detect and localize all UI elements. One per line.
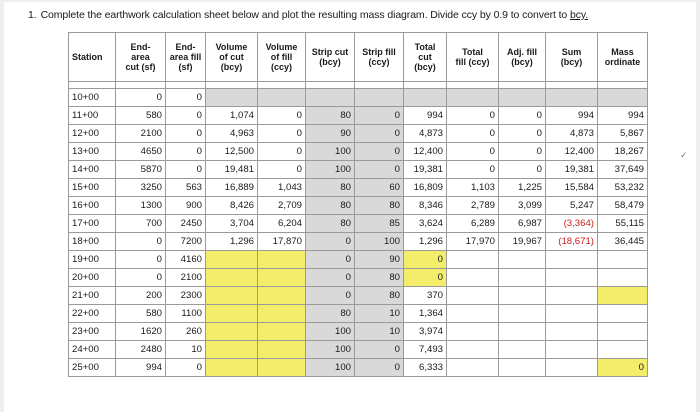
column-header [69,33,116,82]
column-header [355,33,404,82]
spacer-cell [69,82,116,89]
spacer-cell [166,82,206,89]
table-cell: 3,704 [206,215,258,233]
table-cell: 0 [166,161,206,179]
spacer-cell [355,82,404,89]
station-cell: 17+00 [69,215,116,233]
table-cell: 16,809 [404,179,447,197]
header-line: (bcy) [511,57,533,67]
station-cell: 10+00 [69,89,116,107]
table-cell[interactable] [258,359,306,377]
table-cell: 580 [116,107,166,125]
header-line: fill (ccy) [455,57,490,67]
table-cell: (18,671) [546,233,598,251]
table-cell: 19,381 [404,161,447,179]
question-underlined-unit: bcy. [570,9,589,21]
table-cell [598,251,648,269]
station-cell: 11+00 [69,107,116,125]
table-row [69,125,648,143]
table-cell [546,359,598,377]
table-cell: 0 [355,125,404,143]
table-cell: 2300 [166,287,206,305]
table-cell: 8,346 [404,197,447,215]
table-cell: 80 [306,197,355,215]
table-cell: 0 [499,161,546,179]
table-cell[interactable]: 0 [404,269,447,287]
table-cell: 7,493 [404,341,447,359]
table-cell: 3250 [116,179,166,197]
header-line: Station [72,52,103,62]
spacer-cell [116,82,166,89]
table-cell [447,323,499,341]
column-header [206,33,258,82]
table-row [69,251,648,269]
spacer-cell [206,82,258,89]
table-cell: 3,974 [404,323,447,341]
station-cell: 12+00 [69,125,116,143]
column-header [546,33,598,82]
column-header [598,33,648,82]
table-cell [598,305,648,323]
table-cell: 58,479 [598,197,648,215]
table-cell: 0 [166,143,206,161]
table-cell[interactable]: 0 [598,359,648,377]
table-cell: 17,870 [258,233,306,251]
table-row [69,197,648,215]
table-cell: 0 [306,269,355,287]
table-row [69,287,648,305]
table-cell[interactable]: 0 [404,251,447,269]
table-cell: 10 [166,341,206,359]
table-cell: 19,967 [499,233,546,251]
table-cell: 12,400 [404,143,447,161]
table-cell: 17,970 [447,233,499,251]
table-cell: 4650 [116,143,166,161]
table-cell[interactable] [206,287,258,305]
header-line: (bcy) [220,62,243,72]
table-cell: 80 [306,179,355,197]
table-cell[interactable] [206,269,258,287]
table-cell[interactable] [206,341,258,359]
table-cell: 1100 [166,305,206,323]
table-cell: 36,445 [598,233,648,251]
table-cell [499,305,546,323]
table-cell [499,341,546,359]
table-cell: 5870 [116,161,166,179]
table-row [69,341,648,359]
table-cell: 18,267 [598,143,648,161]
station-cell: 25+00 [69,359,116,377]
table-cell [598,341,648,359]
table-cell: 0 [166,359,206,377]
table-cell: 12,400 [546,143,598,161]
table-cell: 80 [355,197,404,215]
header-line: (ccy) [270,62,292,72]
table-cell: 260 [166,323,206,341]
table-cell[interactable] [258,251,306,269]
header-line: cut (sf) [125,62,156,72]
table-cell: 80 [306,215,355,233]
table-cell: 200 [116,287,166,305]
table-cell[interactable] [206,359,258,377]
spacer-cell [258,82,306,89]
header-line: Strip cut [311,47,349,57]
table-cell: 6,333 [404,359,447,377]
table-cell: 1,225 [499,179,546,197]
header-line: area fill [169,52,202,62]
table-cell: 0 [447,125,499,143]
header-line: Volume [215,42,248,52]
table-cell [447,269,499,287]
table-cell: 0 [306,287,355,305]
table-cell: 90 [355,251,404,269]
header-line: (bcy) [319,57,341,67]
table-cell [546,251,598,269]
table-cell: 16,889 [206,179,258,197]
station-cell: 13+00 [69,143,116,161]
table-cell: 0 [258,143,306,161]
table-cell [499,359,546,377]
table-cell: 4,873 [546,125,598,143]
table-cell: 0 [355,161,404,179]
column-header [306,33,355,82]
table-cell: 0 [447,161,499,179]
table-cell [447,359,499,377]
column-header [116,33,166,82]
table-cell: 100 [306,323,355,341]
header-line: (bcy) [560,57,583,67]
table-cell: 1,074 [206,107,258,125]
table-cell: 55,115 [598,215,648,233]
table-cell: 5,247 [546,197,598,215]
spacer-cell [546,82,598,89]
table-cell[interactable] [206,305,258,323]
table-cell: 0 [355,359,404,377]
table-cell [355,89,404,107]
table-cell: 994 [546,107,598,125]
header-line: Mass [611,47,634,57]
table-cell: 19,481 [206,161,258,179]
table-cell: 900 [166,197,206,215]
table-cell: 100 [306,161,355,179]
table-cell [598,89,648,107]
column-header [166,33,206,82]
earthwork-table [68,32,648,377]
table-cell [447,287,499,305]
column-header [447,33,499,82]
station-cell: 22+00 [69,305,116,323]
table-cell [447,305,499,323]
table-cell: 10 [355,323,404,341]
table-cell: 1620 [116,323,166,341]
table-body [69,82,648,377]
header-line: Total [462,47,483,57]
header-line: cut [418,52,432,62]
table-cell: 0 [116,89,166,107]
table-cell: 6,289 [447,215,499,233]
spacer-cell [499,82,546,89]
station-cell: 21+00 [69,287,116,305]
table-cell [258,89,306,107]
table-cell: 1,103 [447,179,499,197]
table-cell [546,341,598,359]
table-cell [546,269,598,287]
table-cell[interactable] [258,287,306,305]
table-cell: 580 [116,305,166,323]
table-cell: 0 [447,107,499,125]
table-cell: 7200 [166,233,206,251]
table-cell: 0 [258,125,306,143]
table-row [69,161,648,179]
table-cell: 0 [355,143,404,161]
table-cell: 100 [355,233,404,251]
table-cell: 700 [116,215,166,233]
table-cell: 100 [306,143,355,161]
table-cell: 563 [166,179,206,197]
table-cell: 0 [306,233,355,251]
table-cell: 2100 [166,269,206,287]
table-cell: 85 [355,215,404,233]
table-row [69,233,648,251]
station-cell: 20+00 [69,269,116,287]
header-line: (ccy) [368,57,390,67]
table-cell: 60 [355,179,404,197]
table-cell: 4,963 [206,125,258,143]
spacer-cell [598,82,648,89]
table-cell: 8,426 [206,197,258,215]
header-line: (bcy) [414,62,436,72]
table-cell: 80 [355,287,404,305]
table-cell: 1,296 [404,233,447,251]
table-cell: 5,867 [598,125,648,143]
table-cell: 1,364 [404,305,447,323]
table-cell [447,89,499,107]
table-cell: 2,789 [447,197,499,215]
question-body: Complete the earthwork calculation sheet below and plot the resulting mass diagram. Divide ccy by 0.9 to convert to [40,9,568,21]
table-cell: 2,709 [258,197,306,215]
header-line: Strip fill [362,47,396,57]
station-cell: 15+00 [69,179,116,197]
worksheet-page [4,2,696,412]
table-cell: 15,584 [546,179,598,197]
table-cell: 0 [116,233,166,251]
table-cell: 80 [355,269,404,287]
header-line: Adj. fill [507,47,537,57]
table-cell[interactable] [258,323,306,341]
table-cell: 994 [116,359,166,377]
table-cell [206,89,258,107]
header-line: of fill [270,52,293,62]
table-cell: 0 [258,161,306,179]
table-cell [499,89,546,107]
table-cell: 3,099 [499,197,546,215]
table-cell[interactable] [206,323,258,341]
column-header [499,33,546,82]
table-cell [447,251,499,269]
table-cell: 0 [166,89,206,107]
table-cell: 2450 [166,215,206,233]
table-cell: 0 [355,341,404,359]
table-cell: 0 [166,125,206,143]
spacer-row [69,82,648,89]
column-header [258,33,306,82]
table-cell: 4,873 [404,125,447,143]
table-cell: 2480 [116,341,166,359]
table-cell: 994 [404,107,447,125]
table-cell: 1300 [116,197,166,215]
header-line: of cut [219,52,244,62]
table-cell: 0 [166,107,206,125]
station-cell: 18+00 [69,233,116,251]
station-cell: 24+00 [69,341,116,359]
table-row [69,89,648,107]
column-header [404,33,447,82]
table-cell: 0 [258,107,306,125]
table-cell: 10 [355,305,404,323]
table-row [69,305,648,323]
station-cell: 19+00 [69,251,116,269]
table-row [69,323,648,341]
table-row [69,269,648,287]
table-cell: 53,232 [598,179,648,197]
table-cell: 0 [447,143,499,161]
table-row [69,107,648,125]
table-cell: 19,381 [546,161,598,179]
table-cell: 37,649 [598,161,648,179]
header-line: area [131,52,150,62]
table-cell[interactable] [258,341,306,359]
station-cell: 23+00 [69,323,116,341]
station-cell: 16+00 [69,197,116,215]
header-line: End- [175,42,196,52]
table-cell: 4160 [166,251,206,269]
table-cell [499,323,546,341]
header-row [69,33,648,82]
table-cell: 100 [306,359,355,377]
table-cell: 6,204 [258,215,306,233]
header-line: ordinate [604,57,641,67]
table-cell [499,269,546,287]
table-cell [546,89,598,107]
table-cell: 2100 [116,125,166,143]
spacer-cell [447,82,499,89]
table-cell [546,323,598,341]
table-row [69,143,648,161]
table-cell: 12,500 [206,143,258,161]
question-text [28,9,588,21]
table-cell: 0 [499,107,546,125]
table-cell: 3,624 [404,215,447,233]
table-cell [546,305,598,323]
table-cell: 80 [306,107,355,125]
table-cell: 80 [306,305,355,323]
table-cell [598,269,648,287]
table-cell: 1,043 [258,179,306,197]
table-row [69,215,648,233]
header-line: (sf) [178,62,193,72]
table-cell [306,89,355,107]
table-cell: 0 [306,251,355,269]
table-cell[interactable] [598,287,648,305]
header-line: Total [414,42,436,52]
table-cell: 0 [116,269,166,287]
table-cell: 1,296 [206,233,258,251]
table-cell: 100 [306,341,355,359]
table-cell[interactable] [206,251,258,269]
table-cell: (3,364) [546,215,598,233]
table-cell: 0 [355,107,404,125]
table-row [69,179,648,197]
table-cell[interactable] [258,305,306,323]
table-cell [598,323,648,341]
table-row [69,359,648,377]
table-cell: 0 [499,143,546,161]
table-cell: 90 [306,125,355,143]
table-cell [404,89,447,107]
table-cell [447,341,499,359]
header-line: Volume [265,42,298,52]
header-line: Sum [561,47,582,57]
table-cell [546,287,598,305]
table-cell [499,251,546,269]
table-cell: 0 [499,125,546,143]
check-mark: ✓ [680,150,688,160]
table-cell [499,287,546,305]
table-cell: 370 [404,287,447,305]
table-cell: 0 [116,251,166,269]
table-cell[interactable] [258,269,306,287]
spacer-cell [404,82,447,89]
table-cell: 994 [598,107,648,125]
spacer-cell [306,82,355,89]
station-cell: 14+00 [69,161,116,179]
header-line: End- [130,42,151,52]
question-number: 1. [28,9,37,21]
table-cell: 6,987 [499,215,546,233]
